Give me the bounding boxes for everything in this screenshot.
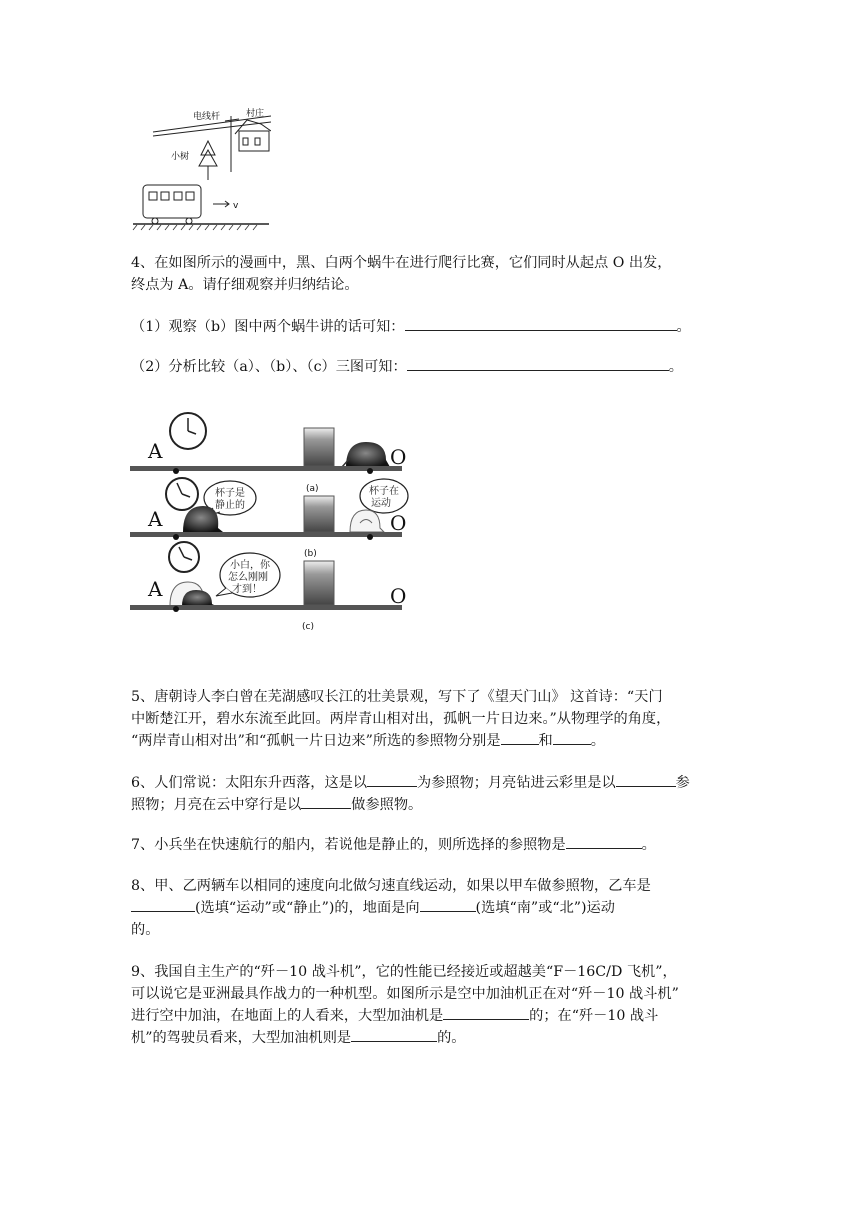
label-a-row-b: A xyxy=(148,507,163,531)
q6-line-2-end: 做参照物。 xyxy=(351,797,423,813)
snail-race-figure xyxy=(128,400,420,634)
q5-blank-2 xyxy=(553,730,591,745)
q5-line-3-end: 。 xyxy=(590,733,605,749)
q8-line-2-end: (选填“南”或“北”)运动 xyxy=(475,900,615,916)
q9-line-3-text: 进行空中加油，在地面上的人看来，大型加油机是 xyxy=(131,1008,444,1024)
q4-line-1: 4、在如图所示的漫画中，黑、白两个蜗牛在进行爬行比赛，它们同时从起点 O 出发， xyxy=(131,255,672,271)
bubble-c-line-2: 怎么刚刚 xyxy=(228,572,268,583)
caption-c: (c) xyxy=(302,622,314,632)
question-8 xyxy=(131,875,731,941)
tree-label: 小树 xyxy=(171,152,190,162)
bubble-b-right-line-2: 运动 xyxy=(371,498,391,509)
question-5 xyxy=(131,686,731,752)
q8-line-1: 8、甲、乙两辆车以相同的速度向北做匀速直线运动，如果以甲车做参照物，乙车是 xyxy=(131,878,651,894)
label-o-row-c: O xyxy=(390,584,407,608)
question-9 xyxy=(131,961,731,1049)
q4-part-2-blank xyxy=(407,356,669,371)
q9-blank-1 xyxy=(443,1005,529,1020)
q4-part-1-blank xyxy=(405,316,677,331)
q5-blank-1 xyxy=(501,730,539,745)
velocity-label: v xyxy=(233,201,239,211)
q9-line-1: 9、我国自主生产的“歼－10 战斗机”，它的性能已经接近或超越美“F－16C/D 飞机”， xyxy=(131,964,677,980)
train-scene-figure xyxy=(131,104,271,232)
q9-line-3-end: 的；在“歼－10 战斗 xyxy=(529,1008,659,1024)
q6-blank-1 xyxy=(367,772,417,787)
q8-blank-1 xyxy=(131,897,195,912)
bubble-b-left-line-2: 静止的 xyxy=(215,500,245,511)
label-a-row-a: A xyxy=(148,439,163,463)
q8-line-3: 的。 xyxy=(131,922,160,938)
label-a-row-c: A xyxy=(148,577,163,601)
q4-part-1-end: 。 xyxy=(676,319,691,335)
village-label: 村庄 xyxy=(246,109,265,119)
bubble-b-left-line-1: 杯子是 xyxy=(215,488,245,499)
q6-line-2-text: 照物；月亮在云中穿行是以 xyxy=(131,797,302,813)
q6-line-1-mid: 为参照物；月亮钻进云彩里是以 xyxy=(417,775,616,791)
q9-blank-2 xyxy=(351,1027,437,1042)
q7-blank xyxy=(566,834,642,849)
q4-part-2 xyxy=(131,356,731,378)
q6-blank-2 xyxy=(616,772,676,787)
q7-text: 7、小兵坐在快速航行的船内，若说他是静止的，则所选择的参照物是 xyxy=(131,837,566,853)
q6-line-1-text: 6、人们常说：太阳东升西落，这是以 xyxy=(131,775,368,791)
pole-label: 电线杆 xyxy=(193,112,221,122)
q8-line-2-text: (选填“运动”或“静止”)的，地面是向 xyxy=(195,900,420,916)
panel-b xyxy=(130,478,408,540)
q9-line-2: 可以说它是亚洲最具作战力的一种机型。如图所示是空中加油机正在对“歼－10 战斗机” xyxy=(131,986,679,1002)
q4-part-1 xyxy=(131,316,731,338)
label-o-row-b: O xyxy=(390,511,407,535)
q4-part-2-end: 。 xyxy=(668,359,683,375)
q5-line-2: 中断楚江开，碧水东流至此回。两岸青山相对出，孤帆一片日边来。”从物理学的角度， xyxy=(131,711,671,727)
label-o-row-a: O xyxy=(390,445,407,469)
q5-line-3-text: “两岸青山相对出”和“孤帆一片日边来”所选的参照物分别是 xyxy=(131,733,501,749)
bubble-c-line-1: 小白，你 xyxy=(230,560,270,571)
q4-line-2: 终点为 A。请仔细观察并归纳结论。 xyxy=(131,277,359,293)
bubble-c-line-3: 才到！ xyxy=(232,584,262,595)
question-4 xyxy=(131,252,731,296)
q4-part-1-text: （1）观察（b）图中两个蜗牛讲的话可知： xyxy=(131,319,405,335)
q7-end: 。 xyxy=(641,837,656,853)
q8-blank-2 xyxy=(420,897,476,912)
panel-a xyxy=(130,413,402,474)
q6-line-1-end: 参 xyxy=(675,775,690,791)
q5-line-3-and: 和 xyxy=(538,733,553,749)
caption-a: (a) xyxy=(306,484,319,494)
q9-line-4-text: 机”的驾驶员看来，大型加油机则是 xyxy=(131,1030,352,1046)
q5-line-1: 5、唐朝诗人李白曾在芜湖感叹长江的壮美景观，写下了《望天门山》 这首诗：“天门 xyxy=(131,689,663,705)
caption-b: (b) xyxy=(304,549,317,559)
question-6 xyxy=(131,772,731,816)
q4-part-2-text: （2）分析比较（a）、（b）、（c）三图可知： xyxy=(131,359,407,375)
q6-blank-3 xyxy=(301,794,351,809)
q9-line-4-end: 的。 xyxy=(437,1030,466,1046)
bubble-b-right-line-1: 杯子在 xyxy=(369,486,399,497)
question-7 xyxy=(131,834,731,856)
